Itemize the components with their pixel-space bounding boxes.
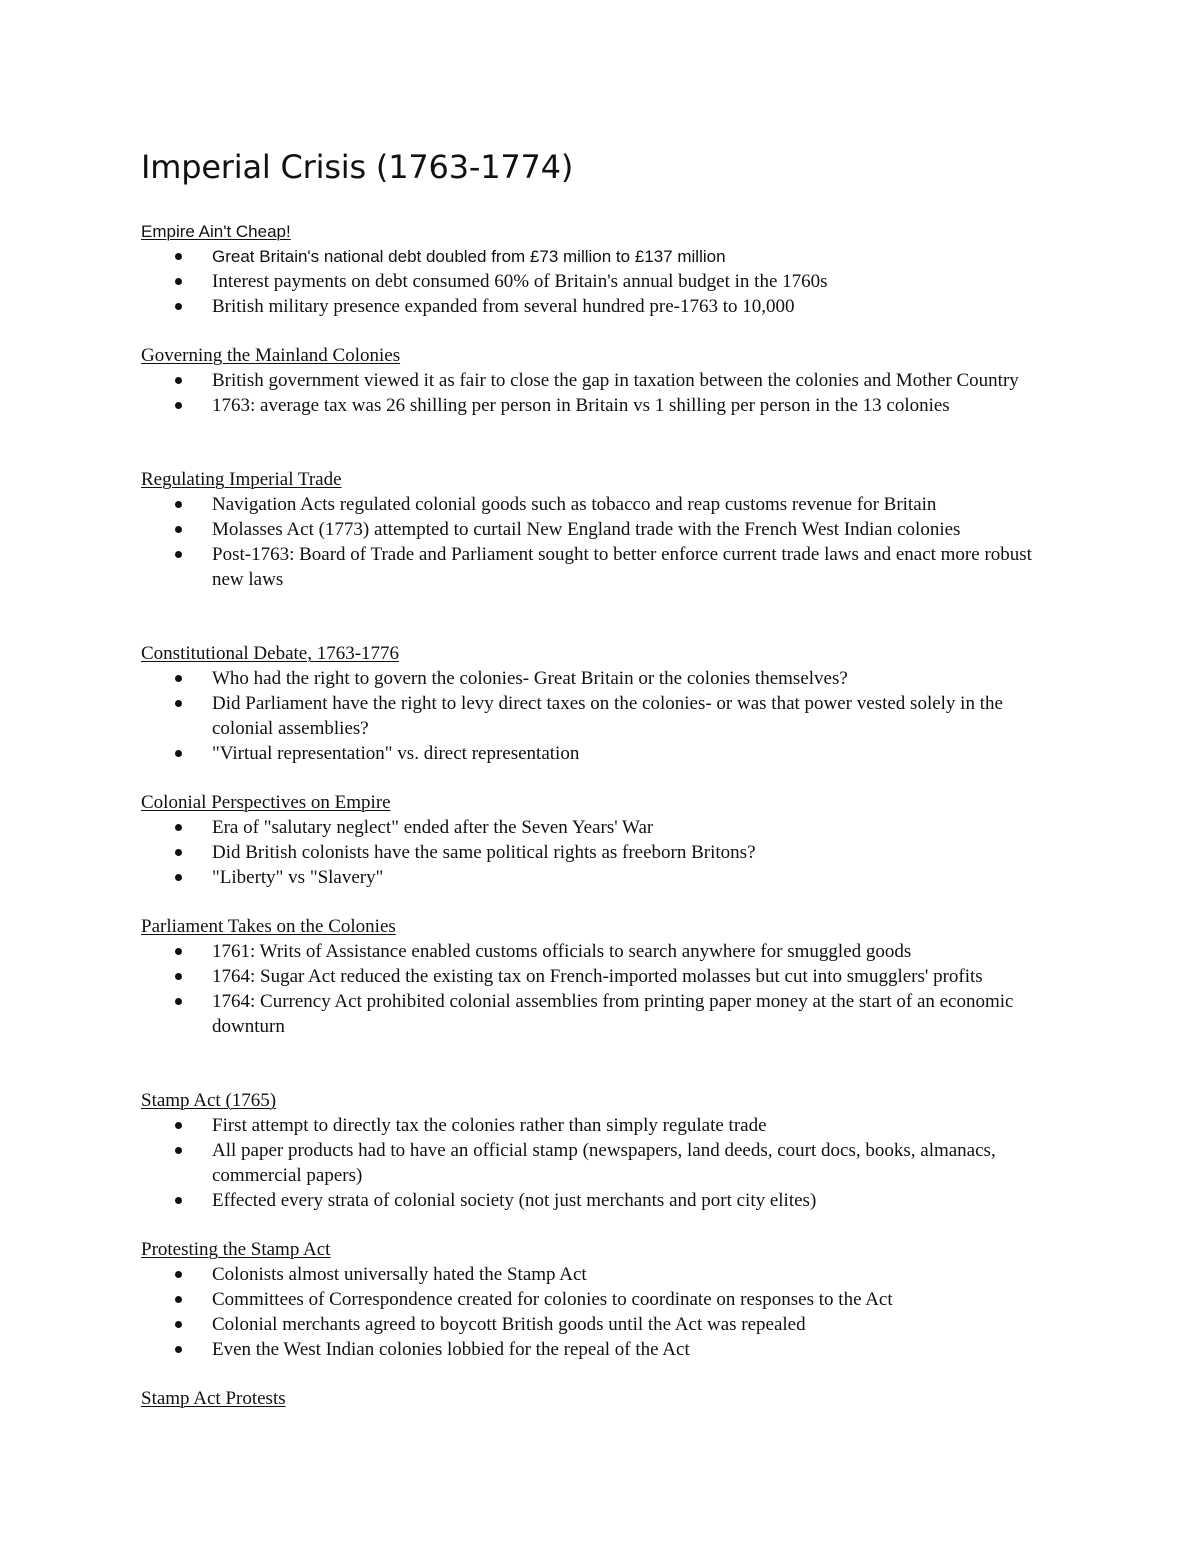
section-governing-mainland-colonies xyxy=(141,343,1066,418)
section-empire-aint-cheap xyxy=(141,219,1066,319)
list-item xyxy=(141,244,1066,269)
bullet-icon xyxy=(175,824,182,831)
list-item xyxy=(141,815,1066,840)
page-title: Imperial Crisis (1763-1774) xyxy=(141,148,574,186)
bullet-icon xyxy=(175,1271,182,1278)
list-item-text: Molasses Act (1773) attempted to curtail New England trade with the French West Indian colonies xyxy=(212,519,961,540)
list-item-text: Era of "salutary neglect" ended after the Seven Years' War xyxy=(212,817,654,838)
list-item-text: Navigation Acts regulated colonial goods such as tobacco and reap customs revenue for Britain xyxy=(212,494,937,515)
bullet-icon xyxy=(175,675,182,682)
list-item-text: All paper products had to have an official stamp (newspapers, land deeds, court docs, books, almanacs, commercial papers) xyxy=(212,1140,996,1186)
list-item xyxy=(141,517,1066,542)
bullet-icon xyxy=(175,526,182,533)
bullet-list xyxy=(141,1113,1066,1213)
bullet-list xyxy=(141,815,1066,890)
list-item xyxy=(141,865,1066,890)
bullet-icon xyxy=(175,973,182,980)
bullet-list xyxy=(141,666,1066,766)
list-item-text: 1764: Sugar Act reduced the existing tax on French-imported molasses but cut into smugglers' profits xyxy=(212,966,983,987)
list-item xyxy=(141,1138,1066,1188)
bullet-icon xyxy=(175,1296,182,1303)
list-item xyxy=(141,691,1066,741)
bullet-icon xyxy=(175,849,182,856)
list-item xyxy=(141,939,1066,964)
list-item-text: First attempt to directly tax the colonies rather than simply regulate trade xyxy=(212,1115,767,1136)
list-item-text: "Virtual representation" vs. direct representation xyxy=(212,743,580,764)
list-item xyxy=(141,294,1066,319)
bullet-icon xyxy=(175,1147,182,1154)
section-heading: Governing the Mainland Colonies xyxy=(141,345,401,366)
list-item xyxy=(141,542,1066,592)
list-item xyxy=(141,368,1066,393)
list-item xyxy=(141,1262,1066,1287)
list-item xyxy=(141,666,1066,691)
list-item xyxy=(141,492,1066,517)
bullet-icon xyxy=(175,750,182,757)
bullet-icon xyxy=(175,253,182,260)
section-protesting-stamp-act xyxy=(141,1237,1066,1362)
list-item-text: Effected every strata of colonial society (not just merchants and port city elites) xyxy=(212,1190,817,1211)
bullet-icon xyxy=(175,948,182,955)
list-item-text: Colonists almost universally hated the Stamp Act xyxy=(212,1264,587,1285)
bullet-list xyxy=(141,244,1066,319)
section-heading: Constitutional Debate, 1763-1776 xyxy=(141,643,400,664)
bullet-list xyxy=(141,1262,1066,1362)
list-item xyxy=(141,840,1066,865)
section-heading: Colonial Perspectives on Empire xyxy=(141,792,391,813)
list-item-text: Colonial merchants agreed to boycott British goods until the Act was repealed xyxy=(212,1314,806,1335)
bullet-list xyxy=(141,368,1066,418)
list-item xyxy=(141,741,1066,766)
section-stamp-act-protests xyxy=(141,1386,1066,1411)
section-heading: Parliament Takes on the Colonies xyxy=(141,916,396,937)
list-item-text: Post-1763: Board of Trade and Parliament sought to better enforce current trade laws and enact more robust new laws xyxy=(212,544,1032,590)
list-item-text: 1761: Writs of Assistance enabled customs officials to search anywhere for smuggled goods xyxy=(212,941,912,962)
bullet-icon xyxy=(175,551,182,558)
bullet-icon xyxy=(175,1197,182,1204)
section-parliament-takes-on-colonies xyxy=(141,914,1066,1039)
list-item xyxy=(141,1312,1066,1337)
list-item-text: British government viewed it as fair to close the gap in taxation between the colonies and Mother Country xyxy=(212,370,1019,391)
list-item xyxy=(141,1113,1066,1138)
bullet-icon xyxy=(175,1321,182,1328)
bullet-icon xyxy=(175,998,182,1005)
list-item-text: Committees of Correspondence created for colonies to coordinate on responses to the Act xyxy=(212,1289,893,1310)
bullet-icon xyxy=(175,278,182,285)
list-item-text: Who had the right to govern the colonies- Great Britain or the colonies themselves? xyxy=(212,668,848,689)
bullet-icon xyxy=(175,402,182,409)
section-heading: Empire Ain't Cheap! xyxy=(141,222,291,241)
list-item xyxy=(141,1337,1066,1362)
list-item xyxy=(141,1287,1066,1312)
bullet-icon xyxy=(175,303,182,310)
section-stamp-act xyxy=(141,1088,1066,1213)
section-heading: Stamp Act (1765) xyxy=(141,1090,277,1111)
list-item-text: Did British colonists have the same political rights as freeborn Britons? xyxy=(212,842,756,863)
bullet-icon xyxy=(175,501,182,508)
section-heading: Protesting the Stamp Act xyxy=(141,1239,331,1260)
bullet-list xyxy=(141,492,1066,592)
section-heading: Stamp Act Protests xyxy=(141,1388,286,1409)
section-regulating-imperial-trade xyxy=(141,467,1066,592)
bullet-icon xyxy=(175,874,182,881)
list-item-text: British military presence expanded from several hundred pre-1763 to 10,000 xyxy=(212,296,795,317)
list-item xyxy=(141,269,1066,294)
bullet-icon xyxy=(175,1346,182,1353)
bullet-icon xyxy=(175,1122,182,1129)
section-heading: Regulating Imperial Trade xyxy=(141,469,342,490)
list-item xyxy=(141,1188,1066,1213)
list-item-text: Great Britain's national debt doubled from £73 million to £137 million xyxy=(212,247,726,266)
bullet-icon xyxy=(175,700,182,707)
bullet-list xyxy=(141,939,1066,1039)
list-item-text: Even the West Indian colonies lobbied for the repeal of the Act xyxy=(212,1339,690,1360)
list-item-text: Interest payments on debt consumed 60% of Britain's annual budget in the 1760s xyxy=(212,271,828,292)
list-item-text: 1763: average tax was 26 shilling per person in Britain vs 1 shilling per person in the 13 colonies xyxy=(212,395,950,416)
list-item-text: 1764: Currency Act prohibited colonial assemblies from printing paper money at the start of an economic downturn xyxy=(212,991,1014,1037)
section-colonial-perspectives xyxy=(141,790,1066,890)
list-item-text: "Liberty" vs "Slavery" xyxy=(212,867,384,888)
section-constitutional-debate xyxy=(141,641,1066,766)
bullet-icon xyxy=(175,377,182,384)
list-item-text: Did Parliament have the right to levy direct taxes on the colonies- or was that power vested solely in the colonial assemblies? xyxy=(212,693,1003,739)
list-item xyxy=(141,964,1066,989)
list-item xyxy=(141,989,1066,1039)
list-item xyxy=(141,393,1066,418)
